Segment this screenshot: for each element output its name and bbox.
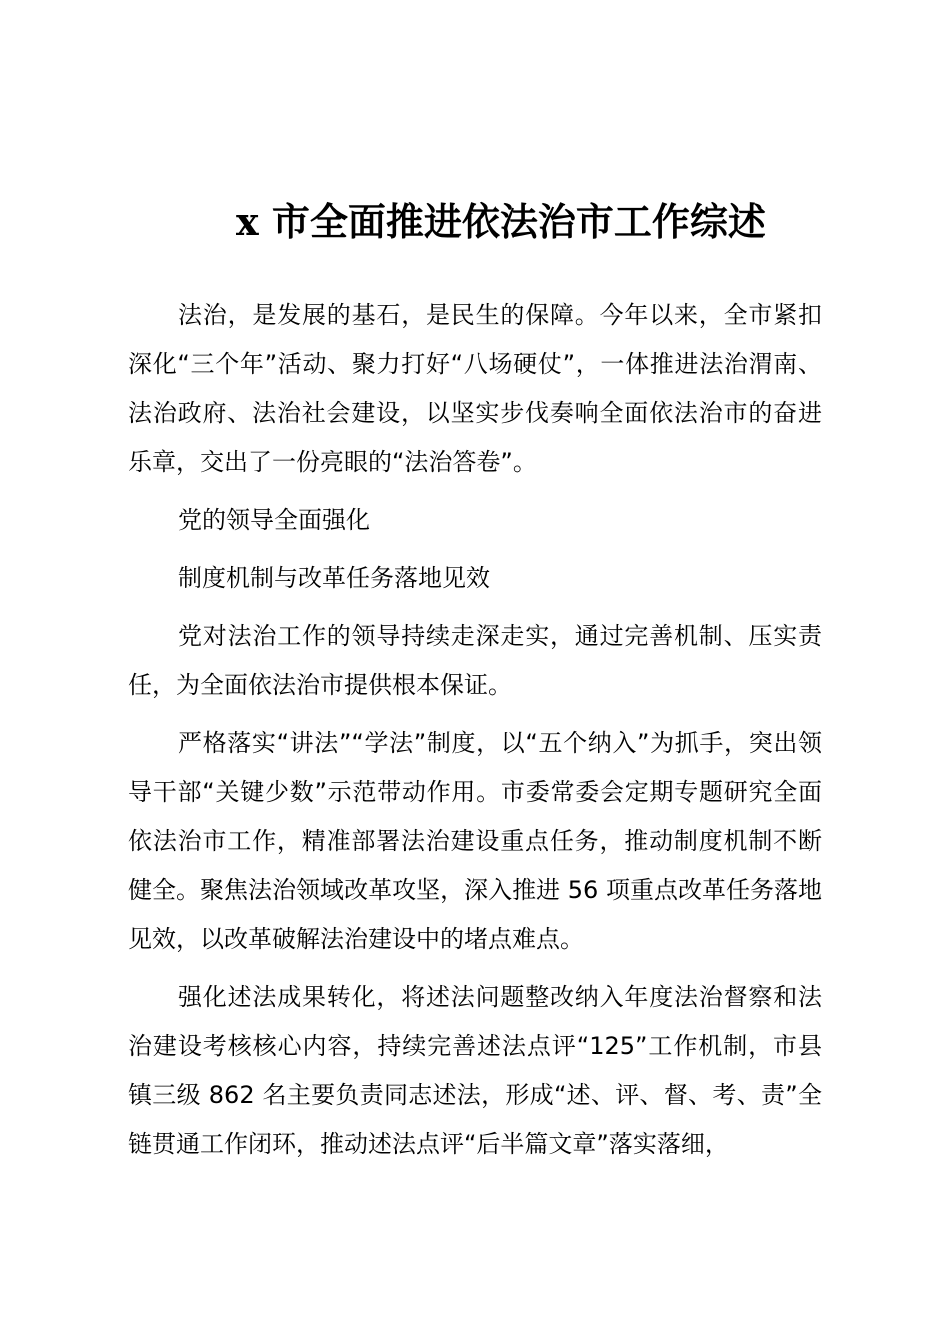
- body-paragraph: 党对法治工作的领导持续走深走实，通过完善机制、压实责任，为全面依法治市提供根本保证。: [128, 622, 822, 699]
- document-body: [128, 291, 822, 1169]
- body-paragraph: 强化述法成果转化，将述法问题整改纳入年度法治督察和法治建设考核核心内容，持续完善述法点评“125”工作机制，市县镇三级 862 名主要负责同志述法，形成“述、评、督、考、责”全链贯通工作闭环，推动述法点评“后半篇文章”落实落细，: [128, 983, 822, 1158]
- document-title: x 市全面推进依法治市工作综述: [236, 199, 766, 244]
- intro-paragraph: 法治，是发展的基石，是民生的保障。今年以来，全市紧扣深化“三个年”活动、聚力打好“八场硬仗”，一体推进法治渭南、法治政府、法治社会建设，以坚实步伐奏响全面依法治市的奋进乐章，交出了一份亮眼的“法治答卷”。: [128, 301, 822, 476]
- subsection-heading: 制度机制与改革任务落地见效: [178, 564, 490, 592]
- body-paragraph: 严格落实“讲法”“学法”制度，以“五个纳入”为抓手，突出领导干部“关键少数”示范带动作用。市委常委会定期专题研究全面依法治市工作，精准部署法治建设重点任务，推动制度机制不断健全。聚焦法治领域改革攻坚，深入推进 56 项重点改革任务落地见效，以改革破解法治建设中的堵点难点。: [128, 729, 822, 953]
- section-heading: 党的领导全面强化: [178, 506, 370, 534]
